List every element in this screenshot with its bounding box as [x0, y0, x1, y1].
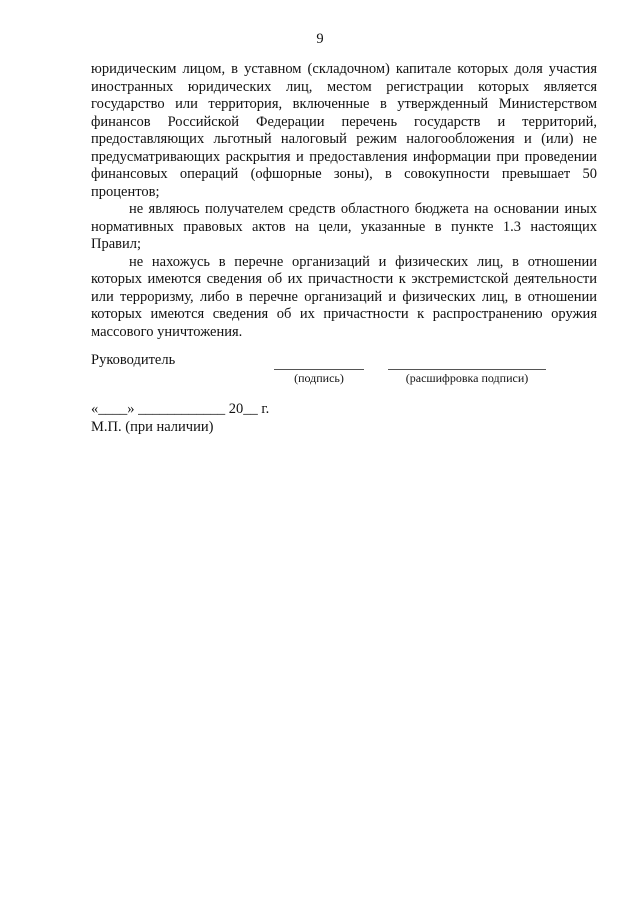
date-line: «____» ____________ 20__ г. — [91, 401, 270, 417]
signature-decoding-caption: (расшифровка подписи) — [405, 371, 529, 385]
page-number: 9 — [316, 31, 324, 47]
date-stamp-block — [91, 401, 269, 436]
signature-block — [91, 352, 597, 392]
paragraph-offshore: юридическим лицом, в уставном (складочном) капитале которых доля участия иностранных юридических лиц, местом регистрации которых является государство или территория, включенные в утвержденный Министерством финансов Российской Федерации перечень государств и территорий, предоставляющих льготный налоговый режим налогообложения и (или) не предусматривающих раскрытия и предоставления информации при проведении финансовых операций (офшорные зоны), в совокупности превышает 50 процентов; — [91, 61, 597, 200]
signatory-role: Руководитель — [91, 352, 176, 368]
signature-line — [274, 369, 364, 370]
stamp-line: М.П. (при наличии) — [91, 418, 214, 435]
signature-caption: (подпись) — [294, 371, 344, 385]
document-body — [91, 61, 597, 341]
paragraph-extremism: не нахожусь в перечне организаций и физических лиц, в отношении которых имеются сведения об их причастности к экстремистской деятельности или терроризму, либо в перечне организаций и физических лиц, в отношении которых имеются сведения об их причастности к распространению оружия массового уничтожения. — [91, 253, 597, 340]
signature-decoding-line — [388, 369, 546, 370]
paragraph-budget: не являюсь получателем средств областного бюджета на основании иных нормативных правовых актов на цели, указанные в пункте 1.3 настоящих Правил; — [91, 201, 597, 252]
